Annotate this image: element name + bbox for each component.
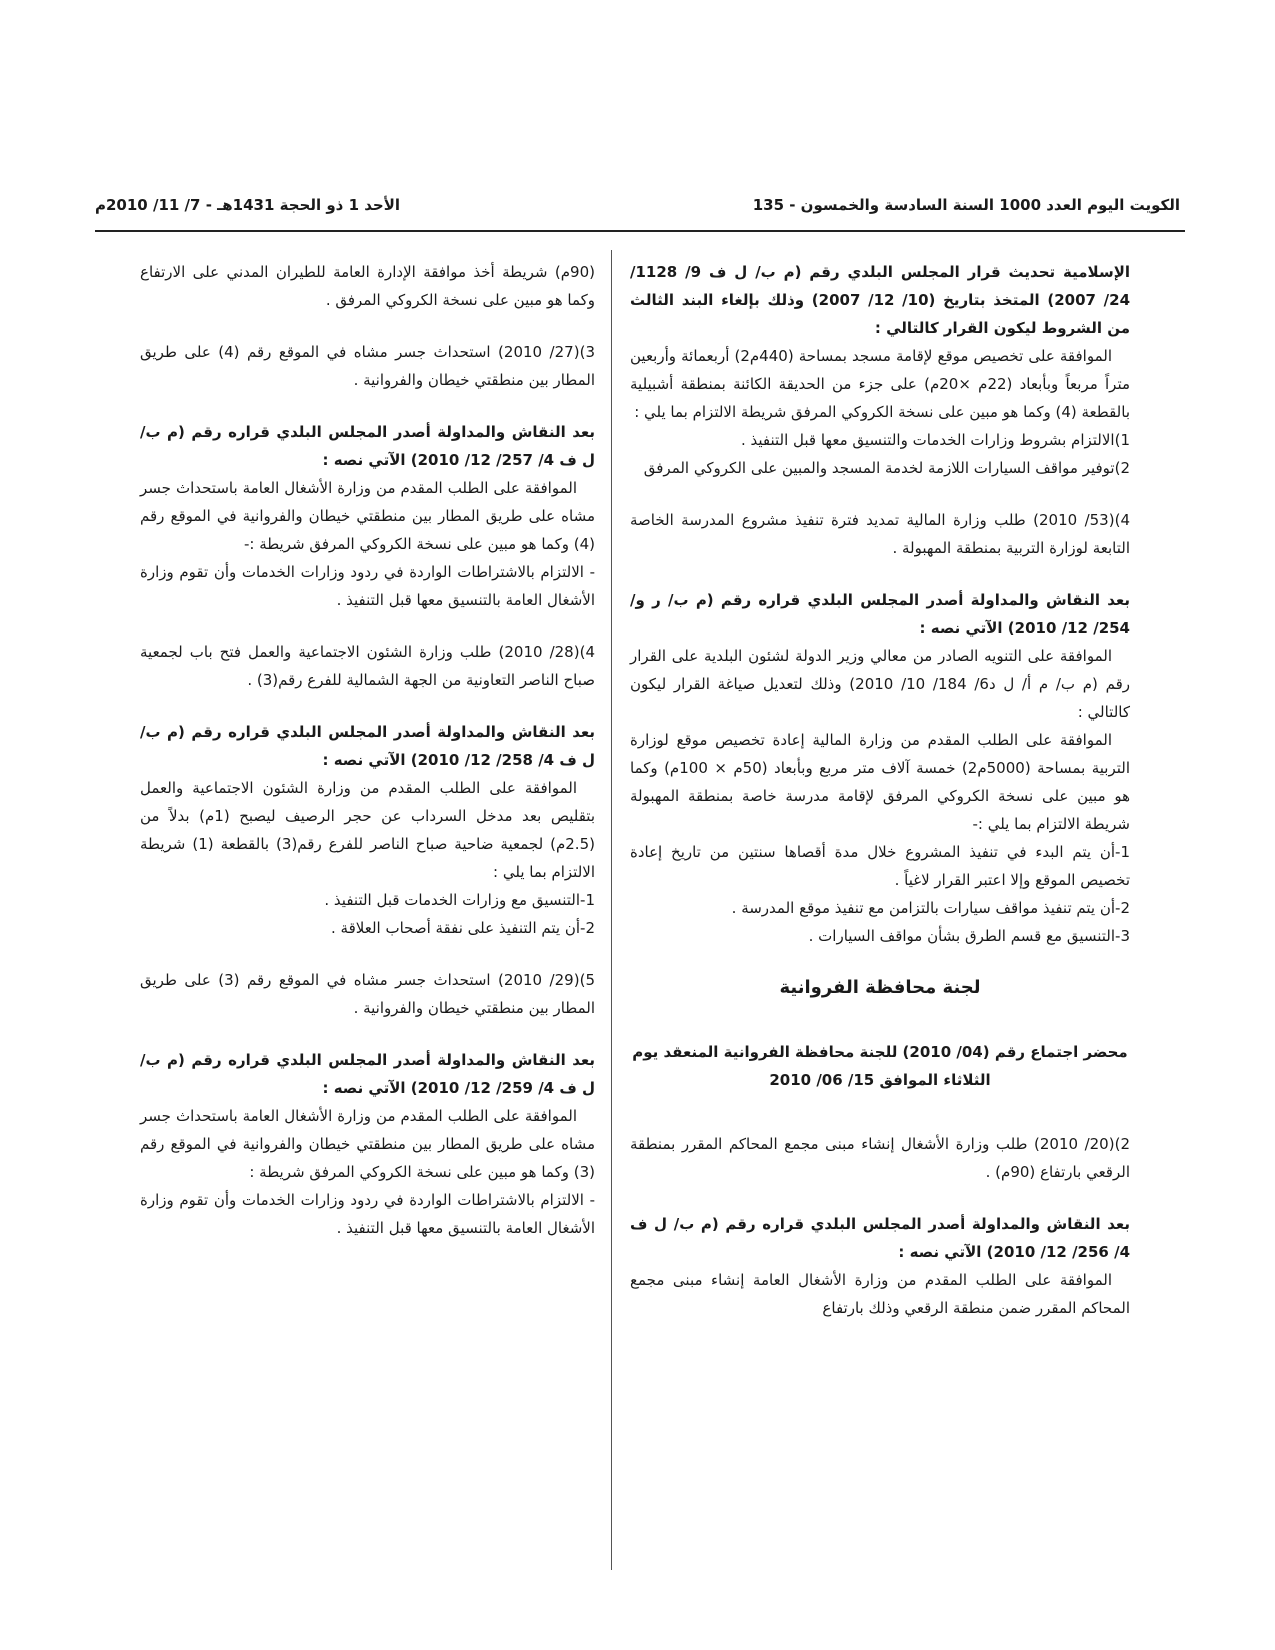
list-item: 1-أن يتم البدء في تنفيذ المشروع خلال مدة أقصاها سنتين من تاريخ إعادة تخصيص الموقع وإلا اعتبر القرار لاغياً . xyxy=(630,843,1130,889)
list-item: 2-أن يتم تنفيذ مواقف سيارات بالتزامن مع تنفيذ موقع المدرسة . xyxy=(731,899,1130,917)
agenda-item: 4)(28/ 2010) طلب وزارة الشئون الاجتماعية والعمل فتح باب لجمعية صباح الناصر التعاونية من الجهة الشمالية للفرع رقم(3) . xyxy=(140,643,595,689)
paragraph: الموافقة على الطلب المقدم من وزارة الأشغال العامة باستحداث جسر مشاه على طريق المطار بين منطقتي خيطان والفروانية في الموقع رقم (3) وكما هو مبين على نسخة الكروكي المرفق شريطة : xyxy=(140,1107,595,1181)
paragraph: الموافقة على الطلب المقدم من وزارة المالية إعادة تخصيص موقع لوزارة التربية بمساحة (5000م2) خمسة آلاف متر مربع وبأبعاد (50م × 100م) وكما هو مبين على نسخة الكروكي المرفق لإقامة مدرسة خاصة بمنطقة المهبولة شريطة الالتزام بما يلي :- xyxy=(630,731,1130,833)
left-column xyxy=(140,258,595,1242)
paragraph: الموافقة على تخصيص موقع لإقامة مسجد بمساحة (440م2) أربعمائة وأربعين متراً مربعاً وبأبعاد (22م ×20م) على جزء من الحديقة الكائنة بمنطقة أشبيلية بالقطعة (4) وكما هو مبين على نسخة الكروكي المرفق شريطة الالتزام بما يلي : xyxy=(630,347,1131,421)
paragraph: الإسلامية تحديث قرار المجلس البلدي رقم (م ب/ ل ف 9/ 1128/ 24/ 2007) المتخذ بتاريخ (10/ 12/ 2007) وذلك بإلغاء البند الثالث من الشروط ليكون القرار كالتالي : xyxy=(630,263,1131,337)
decision-heading: بعد النقاش والمداولة أصدر المجلس البلدي قراره رقم (م ب/ ل ف 4/ 257/ 12/ 2010) الآتي نصه : xyxy=(140,423,595,469)
header-divider xyxy=(95,230,1185,232)
meeting-minutes-title: محضر اجتماع رقم (04/ 2010) للجنة محافظة الفروانية المنعقد يوم الثلاثاء الموافق 15/ 06/ 2010 xyxy=(632,1043,1128,1089)
decision-heading: بعد النقاش والمداولة أصدر المجلس البلدي قراره رقم (م ب/ ل ف 4/ 259/ 12/ 2010) الآتي نصه : xyxy=(140,1051,595,1097)
decision-heading: بعد النقاش والمداولة أصدر المجلس البلدي قراره رقم (م ب/ ل ف 4/ 256/ 12/ 2010) الآتي نصه : xyxy=(630,1215,1130,1261)
list-item: - الالتزام بالاشتراطات الواردة في ردود وزارات الخدمات وأن تقوم وزارة الأشغال العامة بالتنسيق معها قبل التنفيذ . xyxy=(140,1191,595,1237)
list-item: 3-التنسيق مع قسم الطرق بشأن مواقف السيارات . xyxy=(808,927,1130,945)
agenda-item: 2)(20/ 2010) طلب وزارة الأشغال إنشاء مبنى مجمع المحاكم المقرر بمنطقة الرقعي بارتفاع (90م) . xyxy=(630,1135,1130,1181)
paragraph: الموافقة على الطلب المقدم من وزارة الشئون الاجتماعية والعمل بتقليص بعد مدخل السرداب عن حجر الرصيف ليصبح (1م) بدلاً من (2.5م) لجمعية ضاحية صباح الناصر للفرع رقم(3) بالقطعة (1) شريطة الالتزام بما يلي : xyxy=(140,779,595,881)
header-date: الأحد 1 ذو الحجة 1431هـ - 7/ 11/ 2010م xyxy=(95,196,401,214)
paragraph: الموافقة على الطلب المقدم من وزارة الأشغال العامة باستحداث جسر مشاه على طريق المطار بين منطقتي خيطان والفروانية في الموقع رقم (4) وكما هو مبين على نسخة الكروكي المرفق شريطة :- xyxy=(140,479,595,553)
agenda-item: 5)(29/ 2010) استحداث جسر مشاه في الموقع رقم (3) على طريق المطار بين منطقتي خيطان والفروانية . xyxy=(140,971,595,1017)
list-item: 1-التنسيق مع وزارات الخدمات قبل التنفيذ . xyxy=(324,891,595,909)
header-issue-info: الكويت اليوم العدد 1000 السنة السادسة والخمسون - 135 xyxy=(752,196,1180,214)
paragraph: الموافقة على التنويه الصادر من معالي وزير الدولة لشئون البلدية على القرار رقم (م ب/ م أ/ ل د6/ 184/ 10/ 2010) وذلك لتعديل صياغة القرار ليكون كالتالي : xyxy=(630,647,1130,721)
section-heading: لجنة محافظة الفروانية xyxy=(779,977,981,998)
page-header xyxy=(95,192,1180,228)
agenda-item: 3)(27/ 2010) استحداث جسر مشاه في الموقع رقم (4) على طريق المطار بين منطقتي خيطان والفروانية . xyxy=(140,343,595,389)
decision-heading: بعد النقاش والمداولة أصدر المجلس البلدي قراره رقم (م ب/ ر و/ 254/ 12/ 2010) الآتي نصه : xyxy=(630,591,1130,637)
list-item: - الالتزام بالاشتراطات الواردة في ردود وزارات الخدمات وأن تقوم وزارة الأشغال العامة بالتنسيق معها قبل التنفيذ . xyxy=(140,563,595,609)
column-divider xyxy=(611,250,612,1570)
agenda-item: 4)(53/ 2010) طلب وزارة المالية تمديد فترة تنفيذ مشروع المدرسة الخاصة التابعة لوزارة التربية بمنطقة المهبولة . xyxy=(630,511,1130,557)
right-column xyxy=(630,258,1130,1322)
paragraph: الموافقة على الطلب المقدم من وزارة الأشغال العامة إنشاء مبنى مجمع المحاكم المقرر ضمن منطقة الرقعي وذلك بارتفاع xyxy=(630,1271,1130,1317)
list-item: 1)الالتزام بشروط وزارات الخدمات والتنسيق معها قبل التنفيذ . xyxy=(740,431,1130,449)
list-item: 2-أن يتم التنفيذ على نفقة أصحاب العلاقة . xyxy=(331,919,595,937)
paragraph: (90م) شريطة أخذ موافقة الإدارة العامة للطيران المدني على الارتفاع وكما هو مبين على نسخة الكروكي المرفق . xyxy=(140,263,595,309)
list-item: 2)توفير مواقف السيارات اللازمة لخدمة المسجد والمبين على الكروكي المرفق xyxy=(643,459,1130,477)
decision-heading: بعد النقاش والمداولة أصدر المجلس البلدي قراره رقم (م ب/ ل ف 4/ 258/ 12/ 2010) الآتي نصه : xyxy=(140,723,595,769)
